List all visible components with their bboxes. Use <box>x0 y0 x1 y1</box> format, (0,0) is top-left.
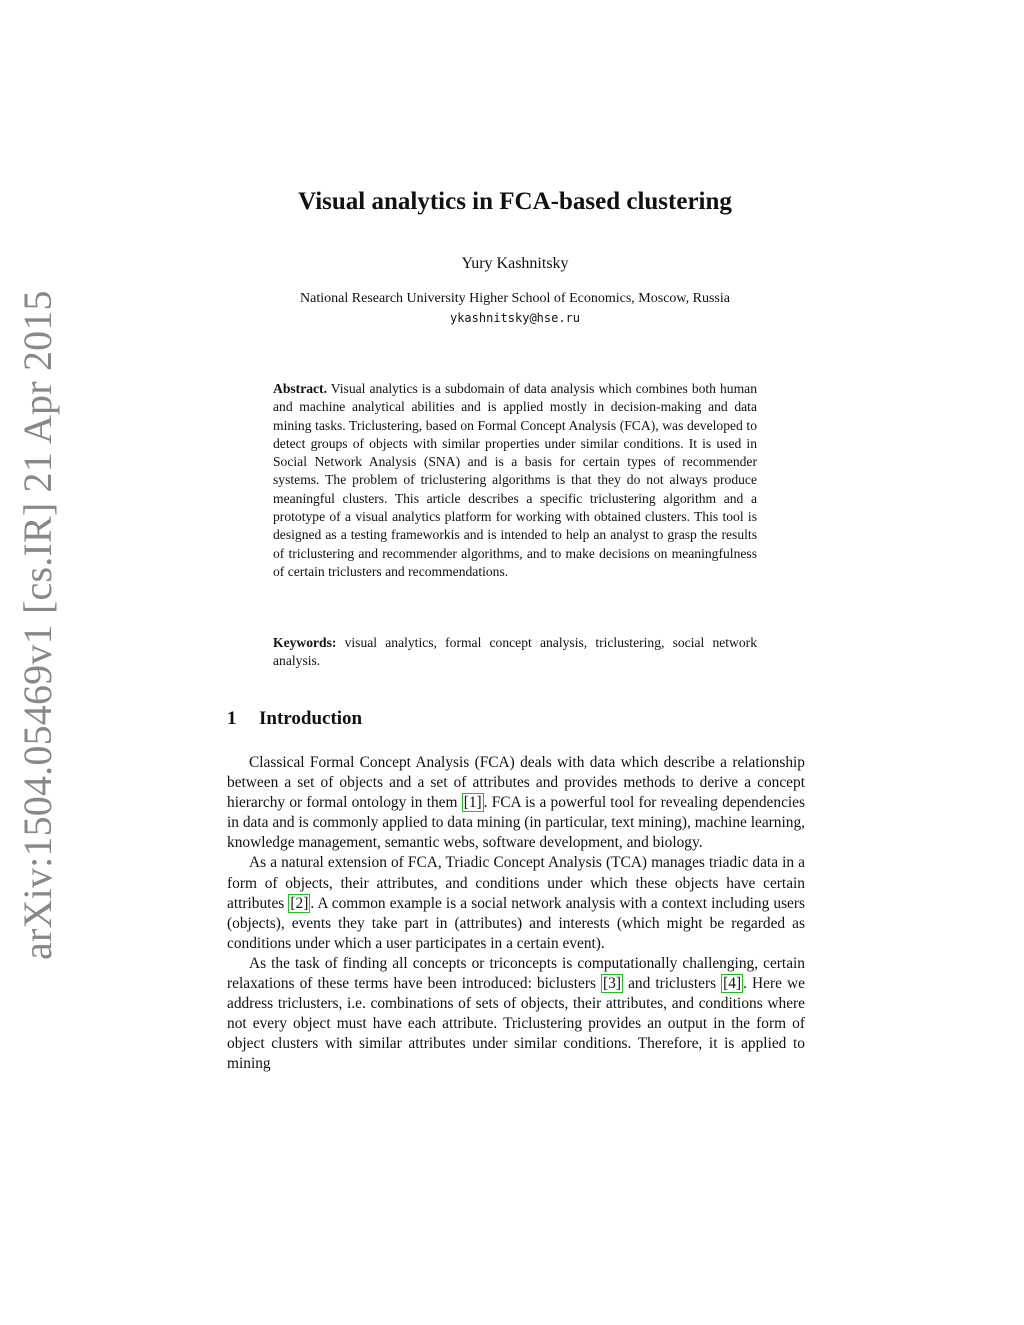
keywords-text: visual analytics, formal concept analysis, triclustering, social network analysis. <box>273 635 757 669</box>
paragraph-2-text-cont: . A common example is a social network analysis with a context including users (objects), events they take part in (attributes) and interests (which might be regarded as conditions under which a user participates in a certain event). <box>227 894 806 952</box>
citation-link-1[interactable]: [1] <box>463 794 482 812</box>
author-affiliation: National Research University Higher School of Economics, Moscow, Russia <box>300 291 730 306</box>
arxiv-identifier-stamp: arXiv:1504.05469v1 [cs.IR] 21 Apr 2015 <box>15 290 60 960</box>
paragraph-3-text-end: . Here we address triclusters, i.e. combinations of sets of objects, their attributes, and conditions where not every object must have each attribute. Triclustering provides an output in the form of object clusters with similar attributes under similar conditions. Therefore, it is applied to mining <box>227 975 805 1073</box>
keywords-label: Keywords: <box>273 635 337 650</box>
abstract <box>273 380 757 581</box>
paragraph-2 <box>227 853 805 953</box>
abstract-text: Visual analytics is a subdomain of data analysis which combines both human and machine analytical abilities and is applied mostly in decision-making and data mining tasks. Triclustering, based on Formal Concept Analysis (FCA), was developed to detect groups of objects with similar properties under similar conditions. It is used in Social Network Analysis (SNA) and is a basis for certain types of recommender systems. The problem of triclustering algorithms is that they do not always produce meaningful clusters. This article describes a specific triclustering algorithm and a prototype of a visual analytics platform for working with obtained clusters. This tool is designed as a testing frameworkis and is intended to help an analyst to grasp the results of triclustering and recommender algorithms, and to make decisions on meaningfulness of certain triclusters and recommendations. <box>273 381 758 579</box>
paragraph-3-text: As the task of finding all concepts or triconcepts is computationally challenging, certain relaxations of these terms have been introduced: biclusters <box>227 954 805 993</box>
author-name: Yury Kashnitsky <box>461 255 569 272</box>
paper-title: Visual analytics in FCA-based clustering <box>298 188 732 215</box>
citation-link-4[interactable]: [4] <box>723 975 742 993</box>
paragraph-2-text: As a natural extension of FCA, Triadic Concept Analysis (TCA) manages triadic data in a form of objects, their attributes, and conditions under which these objects have certain attributes <box>227 854 805 912</box>
author-email[interactable]: ykashnitsky@hse.ru <box>449 311 581 325</box>
citation-link-2[interactable]: [2] <box>290 894 309 912</box>
keywords <box>273 634 757 671</box>
section-number: 1 <box>227 708 237 729</box>
abstract-label: Abstract. <box>273 381 327 396</box>
paragraph-1-text-cont: . FCA is a powerful tool for revealing dependencies in data and is commonly applied to data mining (in particular, text mining), machine learning, knowledge management, semantic webs, software development, and biology. <box>227 794 805 852</box>
section-heading <box>227 706 362 732</box>
section-body <box>227 753 805 1075</box>
paragraph-1-text: Classical Formal Concept Analysis (FCA) deals with data which describe a relationship between a set of objects and a set of attributes and provides methods to derive a concept hierarchy or formal ontology in them <box>227 754 805 812</box>
paragraph-1 <box>227 753 805 853</box>
section-title: Introduction <box>259 708 363 729</box>
paragraph-3 <box>227 954 805 1075</box>
paragraph-3-text-mid: and triclusters <box>622 975 722 993</box>
citation-link-3[interactable]: [3] <box>603 975 621 993</box>
